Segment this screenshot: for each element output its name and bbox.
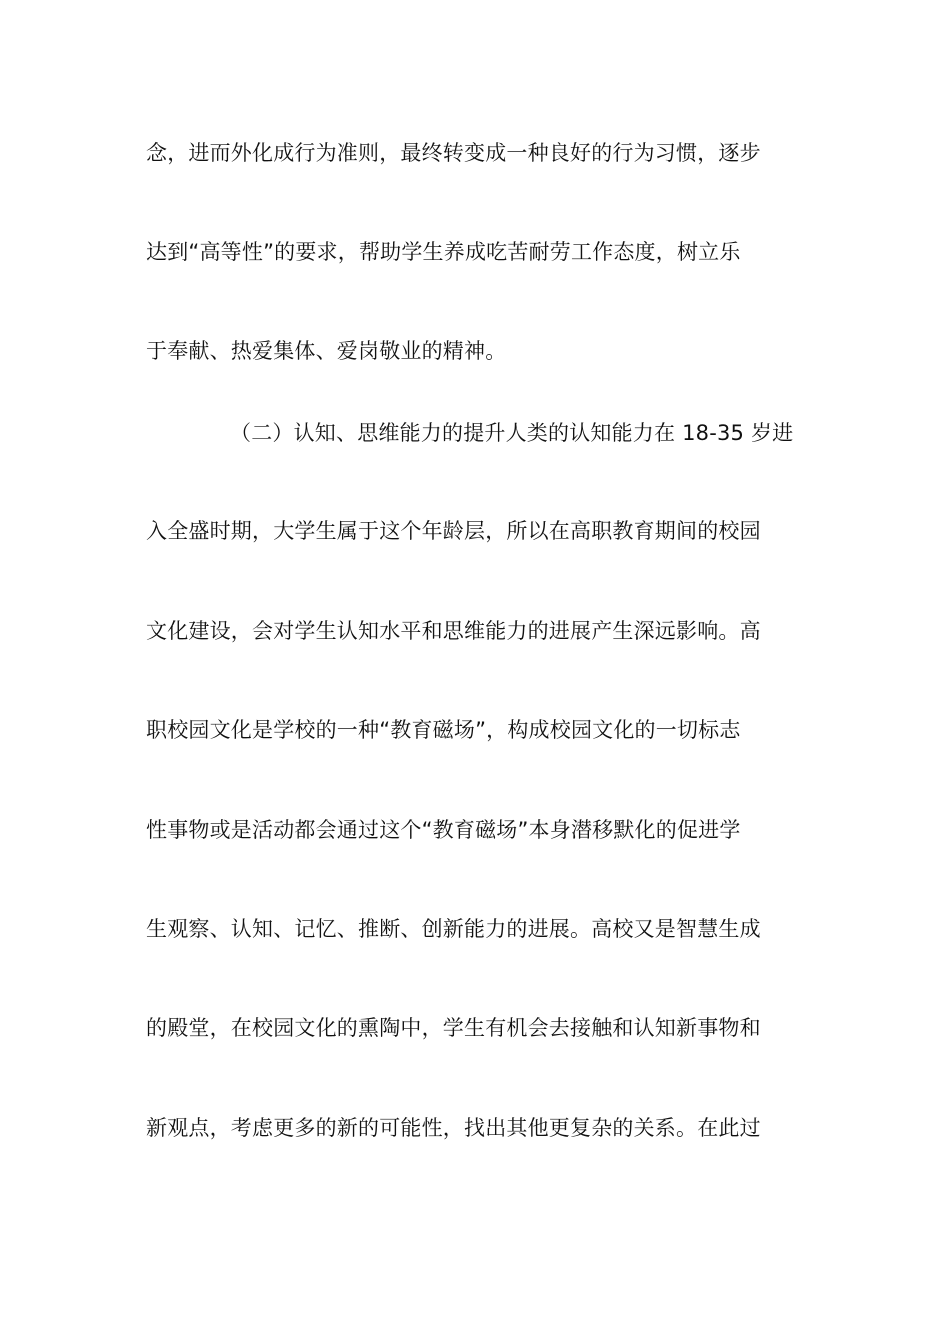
- text-line: 职校园文化是学校的一种“教育磁场”，构成校园文化的一切标志: [146, 718, 741, 742]
- text-line: 文化建设，会对学生认知水平和思维能力的进展产生深远影响。高: [146, 619, 761, 643]
- text-line: 的殿堂，在校园文化的熏陶中，学生有机会去接触和认知新事物和: [146, 1016, 761, 1040]
- text-line: 达到“高等性”的要求，帮助学生养成吃苦耐劳工作态度，树立乐: [146, 240, 741, 264]
- text-line: 于奉献、热爱集体、爱岗敬业的精神。: [146, 339, 507, 363]
- text-line: 念，进而外化成行为准则，最终转变成一种良好的行为习惯，逐步: [146, 141, 761, 165]
- text-line: 性事物或是活动都会通过这个“教育磁场”本身潜移默化的促进学: [146, 818, 741, 842]
- section-heading-line: （二）认知、思维能力的提升人类的认知能力在 18-35 岁进: [230, 421, 794, 445]
- text-line: 生观察、认知、记忆、推断、创新能力的进展。高校又是智慧生成: [146, 917, 761, 941]
- text-line: 新观点，考虑更多的新的可能性，找出其他更复杂的关系。在此过: [146, 1116, 761, 1140]
- text-line: 入全盛时期，大学生属于这个年龄层，所以在高职教育期间的校园: [146, 519, 761, 543]
